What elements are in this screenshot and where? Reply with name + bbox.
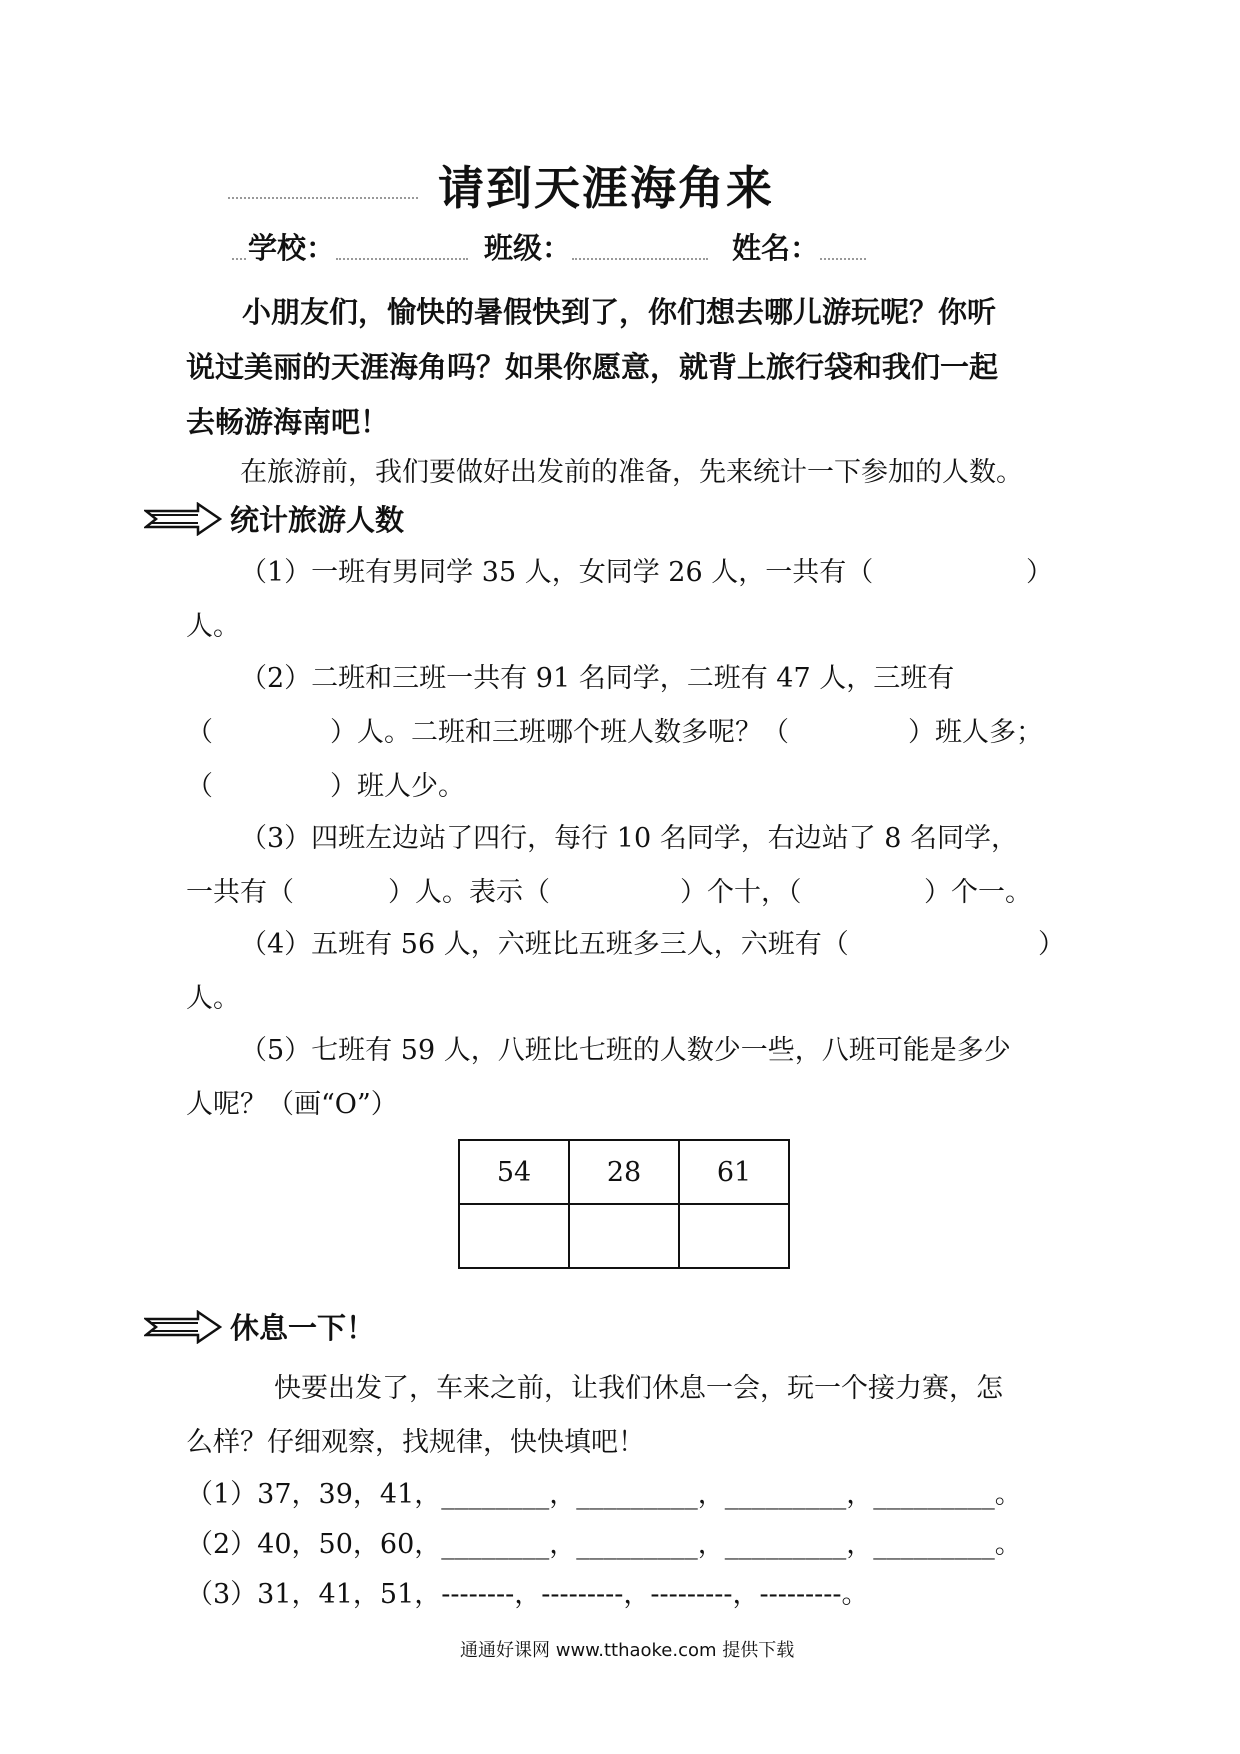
q3-total: 一共有（ <box>186 877 294 908</box>
q2-open-paren: （ <box>186 717 213 748</box>
answer-choice-table <box>458 1139 790 1269</box>
rest-para-2: 么样？仔细观察，找规律，快快填吧！ <box>186 1427 645 1458</box>
q2-end-text: ）班人多； <box>908 717 1043 748</box>
sequence-1: （1）37，39，41，________，_________，_________，_________。 <box>186 1479 1022 1510</box>
q4-unit: 人。 <box>186 983 240 1014</box>
intro-line-3: 去畅游海南吧！ <box>186 405 390 439</box>
section-statistics-heading <box>144 498 404 539</box>
q3-text: （3）四班左边站了四行，每行 10 名同学，右边站了 8 名同学， <box>240 823 1019 854</box>
q2-open-paren-2: （ <box>186 771 213 802</box>
footer-credit: 通通好课网 www.tthaoke.com 提供下载 <box>460 1640 795 1661</box>
q3-represent: ）人。表示（ <box>388 877 550 908</box>
q2-less-text: ）班人少。 <box>330 771 465 802</box>
choice-cell: 28 <box>569 1140 679 1204</box>
section-statistics-title: 统计旅游人数 <box>230 503 405 537</box>
table-row <box>459 1140 789 1204</box>
q4-close-paren: ） <box>1038 929 1065 960</box>
q1-text: （1）一班有男同学 35 人，女同学 26 人，一共有（ <box>240 557 874 588</box>
q1-unit: 人。 <box>186 611 240 642</box>
name-field[interactable] <box>820 258 866 260</box>
sequence-2: （2）40，50，60，________，_________，_________，_________。 <box>186 1529 1022 1560</box>
school-field[interactable] <box>336 258 468 260</box>
q4-text: （4）五班有 56 人，六班比五班多三人，六班有（ <box>240 929 849 960</box>
mark-cell[interactable] <box>569 1204 679 1268</box>
choice-cell: 61 <box>679 1140 789 1204</box>
name-label: 姓名： <box>732 231 820 265</box>
q3-ones: ）个一。 <box>924 877 1032 908</box>
choice-cell: 54 <box>459 1140 569 1204</box>
q2-mid-text: ）人。二班和三班哪个班人数多呢？（ <box>330 717 789 748</box>
class-field[interactable] <box>572 258 708 260</box>
q3-tens: ）个十，（ <box>680 877 802 908</box>
q1-close-paren: ） <box>1026 557 1053 588</box>
arrow-icon <box>144 1310 222 1344</box>
section-rest-title: 休息一下！ <box>230 1311 376 1345</box>
rest-para-1: 快要出发了，车来之前，让我们休息一会，玩一个接力赛，怎 <box>274 1373 1003 1404</box>
school-label: 学校： <box>248 231 336 265</box>
q5-text: （5）七班有 59 人，八班比七班的人数少一些，八班可能是多少 <box>240 1035 1011 1066</box>
sequence-3: （3）31，41，51，--------，---------，---------，---------。 <box>186 1579 869 1610</box>
intro-line-1: 小朋友们，愉快的暑假快到了，你们想去哪儿游玩呢？你听 <box>242 295 997 329</box>
mark-cell[interactable] <box>679 1204 789 1268</box>
arrow-icon <box>144 502 222 536</box>
q5-instruction: 人呢？（画“O”） <box>186 1089 398 1120</box>
q2-text: （2）二班和三班一共有 91 名同学，二班有 47 人，三班有 <box>240 663 955 694</box>
mark-cell[interactable] <box>459 1204 569 1268</box>
page-title: 请到天涯海角来 <box>438 161 774 215</box>
field-lead-dots <box>232 258 246 260</box>
class-label: 班级： <box>484 231 572 265</box>
intro-line-2: 说过美丽的天涯海角吗？如果你愿意，就背上旅行袋和我们一起 <box>186 350 999 384</box>
table-row <box>459 1204 789 1268</box>
prep-text: 在旅游前，我们要做好出发前的准备，先来统计一下参加的人数。 <box>240 457 1023 488</box>
title-dotted-line <box>228 197 418 199</box>
section-rest-heading <box>144 1306 375 1347</box>
